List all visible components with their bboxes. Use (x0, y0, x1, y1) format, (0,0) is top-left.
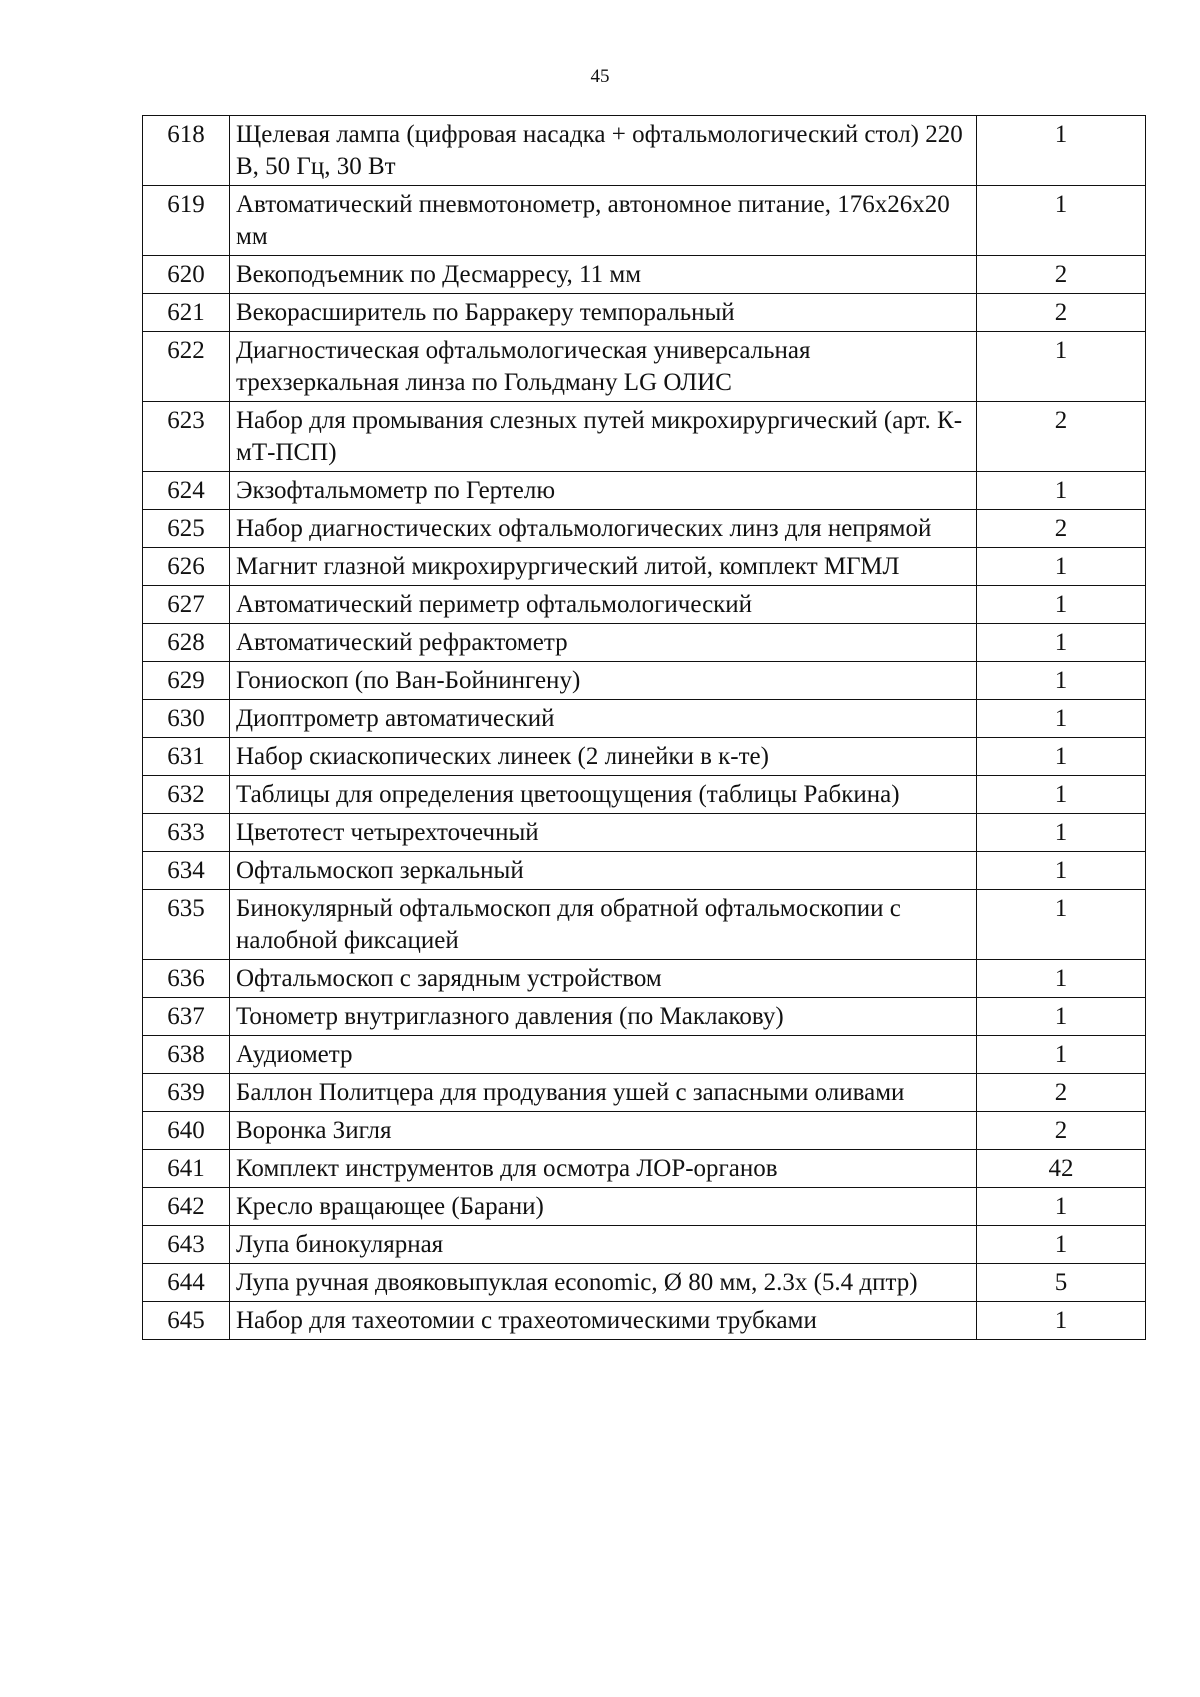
item-quantity-cell: 1 (977, 186, 1146, 256)
item-number-cell: 623 (143, 402, 230, 472)
item-quantity-cell: 1 (977, 1226, 1146, 1264)
table-row (143, 586, 1146, 624)
table-row (143, 1264, 1146, 1302)
item-number-cell: 619 (143, 186, 230, 256)
table-row (143, 998, 1146, 1036)
item-number-cell: 631 (143, 738, 230, 776)
item-number-cell: 633 (143, 814, 230, 852)
item-number-cell: 641 (143, 1150, 230, 1188)
item-name-cell: Воронка Зигля (230, 1112, 977, 1150)
item-number-cell: 632 (143, 776, 230, 814)
item-quantity-cell: 42 (977, 1150, 1146, 1188)
item-number-cell: 622 (143, 332, 230, 402)
item-quantity-cell: 1 (977, 738, 1146, 776)
table-row (143, 510, 1146, 548)
item-quantity-cell: 5 (977, 1264, 1146, 1302)
item-quantity-cell: 1 (977, 332, 1146, 402)
item-quantity-cell: 1 (977, 548, 1146, 586)
table-row (143, 472, 1146, 510)
item-quantity-cell: 1 (977, 890, 1146, 960)
table-row (143, 1226, 1146, 1264)
table-row (143, 624, 1146, 662)
item-quantity-cell: 2 (977, 510, 1146, 548)
item-name-cell: Лупа бинокулярная (230, 1226, 977, 1264)
item-number-cell: 624 (143, 472, 230, 510)
table-row (143, 402, 1146, 472)
item-quantity-cell: 2 (977, 1074, 1146, 1112)
item-quantity-cell: 1 (977, 700, 1146, 738)
item-number-cell: 625 (143, 510, 230, 548)
table-row (143, 776, 1146, 814)
page-number: 45 (590, 66, 610, 87)
item-name-cell: Офтальмоскоп зеркальный (230, 852, 977, 890)
item-name-cell: Автоматический периметр офтальмологический (230, 586, 977, 624)
item-name-cell: Диагностическая офтальмологическая универсальная трехзеркальная линза по Гольдману LG ОЛИС (230, 332, 977, 402)
item-name-cell: Диоптрометр автоматический (230, 700, 977, 738)
item-name-cell: Гониоскоп (по Ван-Бойнингену) (230, 662, 977, 700)
item-number-cell: 621 (143, 294, 230, 332)
item-name-cell: Офтальмоскоп с зарядным устройством (230, 960, 977, 998)
item-number-cell: 635 (143, 890, 230, 960)
item-name-cell: Набор диагностических офтальмологических линз для непрямой (230, 510, 977, 548)
item-number-cell: 626 (143, 548, 230, 586)
item-name-cell: Векорасширитель по Барракеру темпоральный (230, 294, 977, 332)
table-row (143, 662, 1146, 700)
item-quantity-cell: 1 (977, 116, 1146, 186)
item-quantity-cell: 1 (977, 586, 1146, 624)
table-row (143, 1302, 1146, 1340)
equipment-table-body (143, 116, 1146, 1340)
table-row (143, 294, 1146, 332)
item-number-cell: 628 (143, 624, 230, 662)
item-quantity-cell: 2 (977, 294, 1146, 332)
item-name-cell: Лупа ручная двояковыпуклая economic, Ø 80 мм, 2.3x (5.4 дптр) (230, 1264, 977, 1302)
item-number-cell: 620 (143, 256, 230, 294)
item-quantity-cell: 2 (977, 1112, 1146, 1150)
item-quantity-cell: 1 (977, 1188, 1146, 1226)
item-name-cell: Магнит глазной микрохирургический литой, комплект МГМЛ (230, 548, 977, 586)
item-number-cell: 627 (143, 586, 230, 624)
item-number-cell: 618 (143, 116, 230, 186)
item-quantity-cell: 1 (977, 472, 1146, 510)
table-row (143, 814, 1146, 852)
item-quantity-cell: 1 (977, 1302, 1146, 1340)
item-quantity-cell: 1 (977, 662, 1146, 700)
table-row (143, 1188, 1146, 1226)
item-name-cell: Набор скиаскопических линеек (2 линейки в к-те) (230, 738, 977, 776)
item-name-cell: Комплект инструментов для осмотра ЛОР-органов (230, 1150, 977, 1188)
item-name-cell: Автоматический рефрактометр (230, 624, 977, 662)
item-name-cell: Экзофтальмометр по Гертелю (230, 472, 977, 510)
table-row (143, 700, 1146, 738)
item-quantity-cell: 1 (977, 852, 1146, 890)
item-quantity-cell: 1 (977, 960, 1146, 998)
item-quantity-cell: 1 (977, 776, 1146, 814)
item-number-cell: 640 (143, 1112, 230, 1150)
item-name-cell: Таблицы для определения цветоощущения (таблицы Рабкина) (230, 776, 977, 814)
table-row (143, 116, 1146, 186)
table-row (143, 332, 1146, 402)
table-row (143, 1074, 1146, 1112)
item-quantity-cell: 2 (977, 402, 1146, 472)
equipment-table (142, 115, 1146, 1340)
item-name-cell: Цветотест четырехточечный (230, 814, 977, 852)
table-row (143, 548, 1146, 586)
item-number-cell: 638 (143, 1036, 230, 1074)
item-name-cell: Набор для промывания слезных путей микрохирургический (арт. К-мТ-ПСП) (230, 402, 977, 472)
table-row (143, 960, 1146, 998)
item-quantity-cell: 1 (977, 814, 1146, 852)
item-quantity-cell: 1 (977, 624, 1146, 662)
table-row (143, 890, 1146, 960)
item-quantity-cell: 1 (977, 1036, 1146, 1074)
item-name-cell: Набор для тахеотомии с трахеотомическими трубками (230, 1302, 977, 1340)
item-number-cell: 643 (143, 1226, 230, 1264)
item-name-cell: Бинокулярный офтальмоскоп для обратной офтальмоскопии с налобной фиксацией (230, 890, 977, 960)
table-row (143, 186, 1146, 256)
table-row (143, 1112, 1146, 1150)
item-number-cell: 639 (143, 1074, 230, 1112)
item-number-cell: 637 (143, 998, 230, 1036)
item-name-cell: Тонометр внутриглазного давления (по Маклакову) (230, 998, 977, 1036)
item-quantity-cell: 1 (977, 998, 1146, 1036)
item-name-cell: Векоподъемник по Десмарресу, 11 мм (230, 256, 977, 294)
item-name-cell: Щелевая лампа (цифровая насадка + офтальмологический стол) 220 В, 50 Гц, 30 Вт (230, 116, 977, 186)
table-row (143, 738, 1146, 776)
item-number-cell: 645 (143, 1302, 230, 1340)
item-number-cell: 636 (143, 960, 230, 998)
table-row (143, 1036, 1146, 1074)
item-number-cell: 629 (143, 662, 230, 700)
item-name-cell: Баллон Политцера для продувания ушей с запасными оливами (230, 1074, 977, 1112)
table-row (143, 256, 1146, 294)
item-quantity-cell: 2 (977, 256, 1146, 294)
item-name-cell: Автоматический пневмотонометр, автономное питание, 176х26х20 мм (230, 186, 977, 256)
item-number-cell: 642 (143, 1188, 230, 1226)
item-number-cell: 644 (143, 1264, 230, 1302)
table-row (143, 1150, 1146, 1188)
item-number-cell: 634 (143, 852, 230, 890)
table-row (143, 852, 1146, 890)
item-name-cell: Аудиометр (230, 1036, 977, 1074)
item-number-cell: 630 (143, 700, 230, 738)
item-name-cell: Кресло вращающее (Барани) (230, 1188, 977, 1226)
